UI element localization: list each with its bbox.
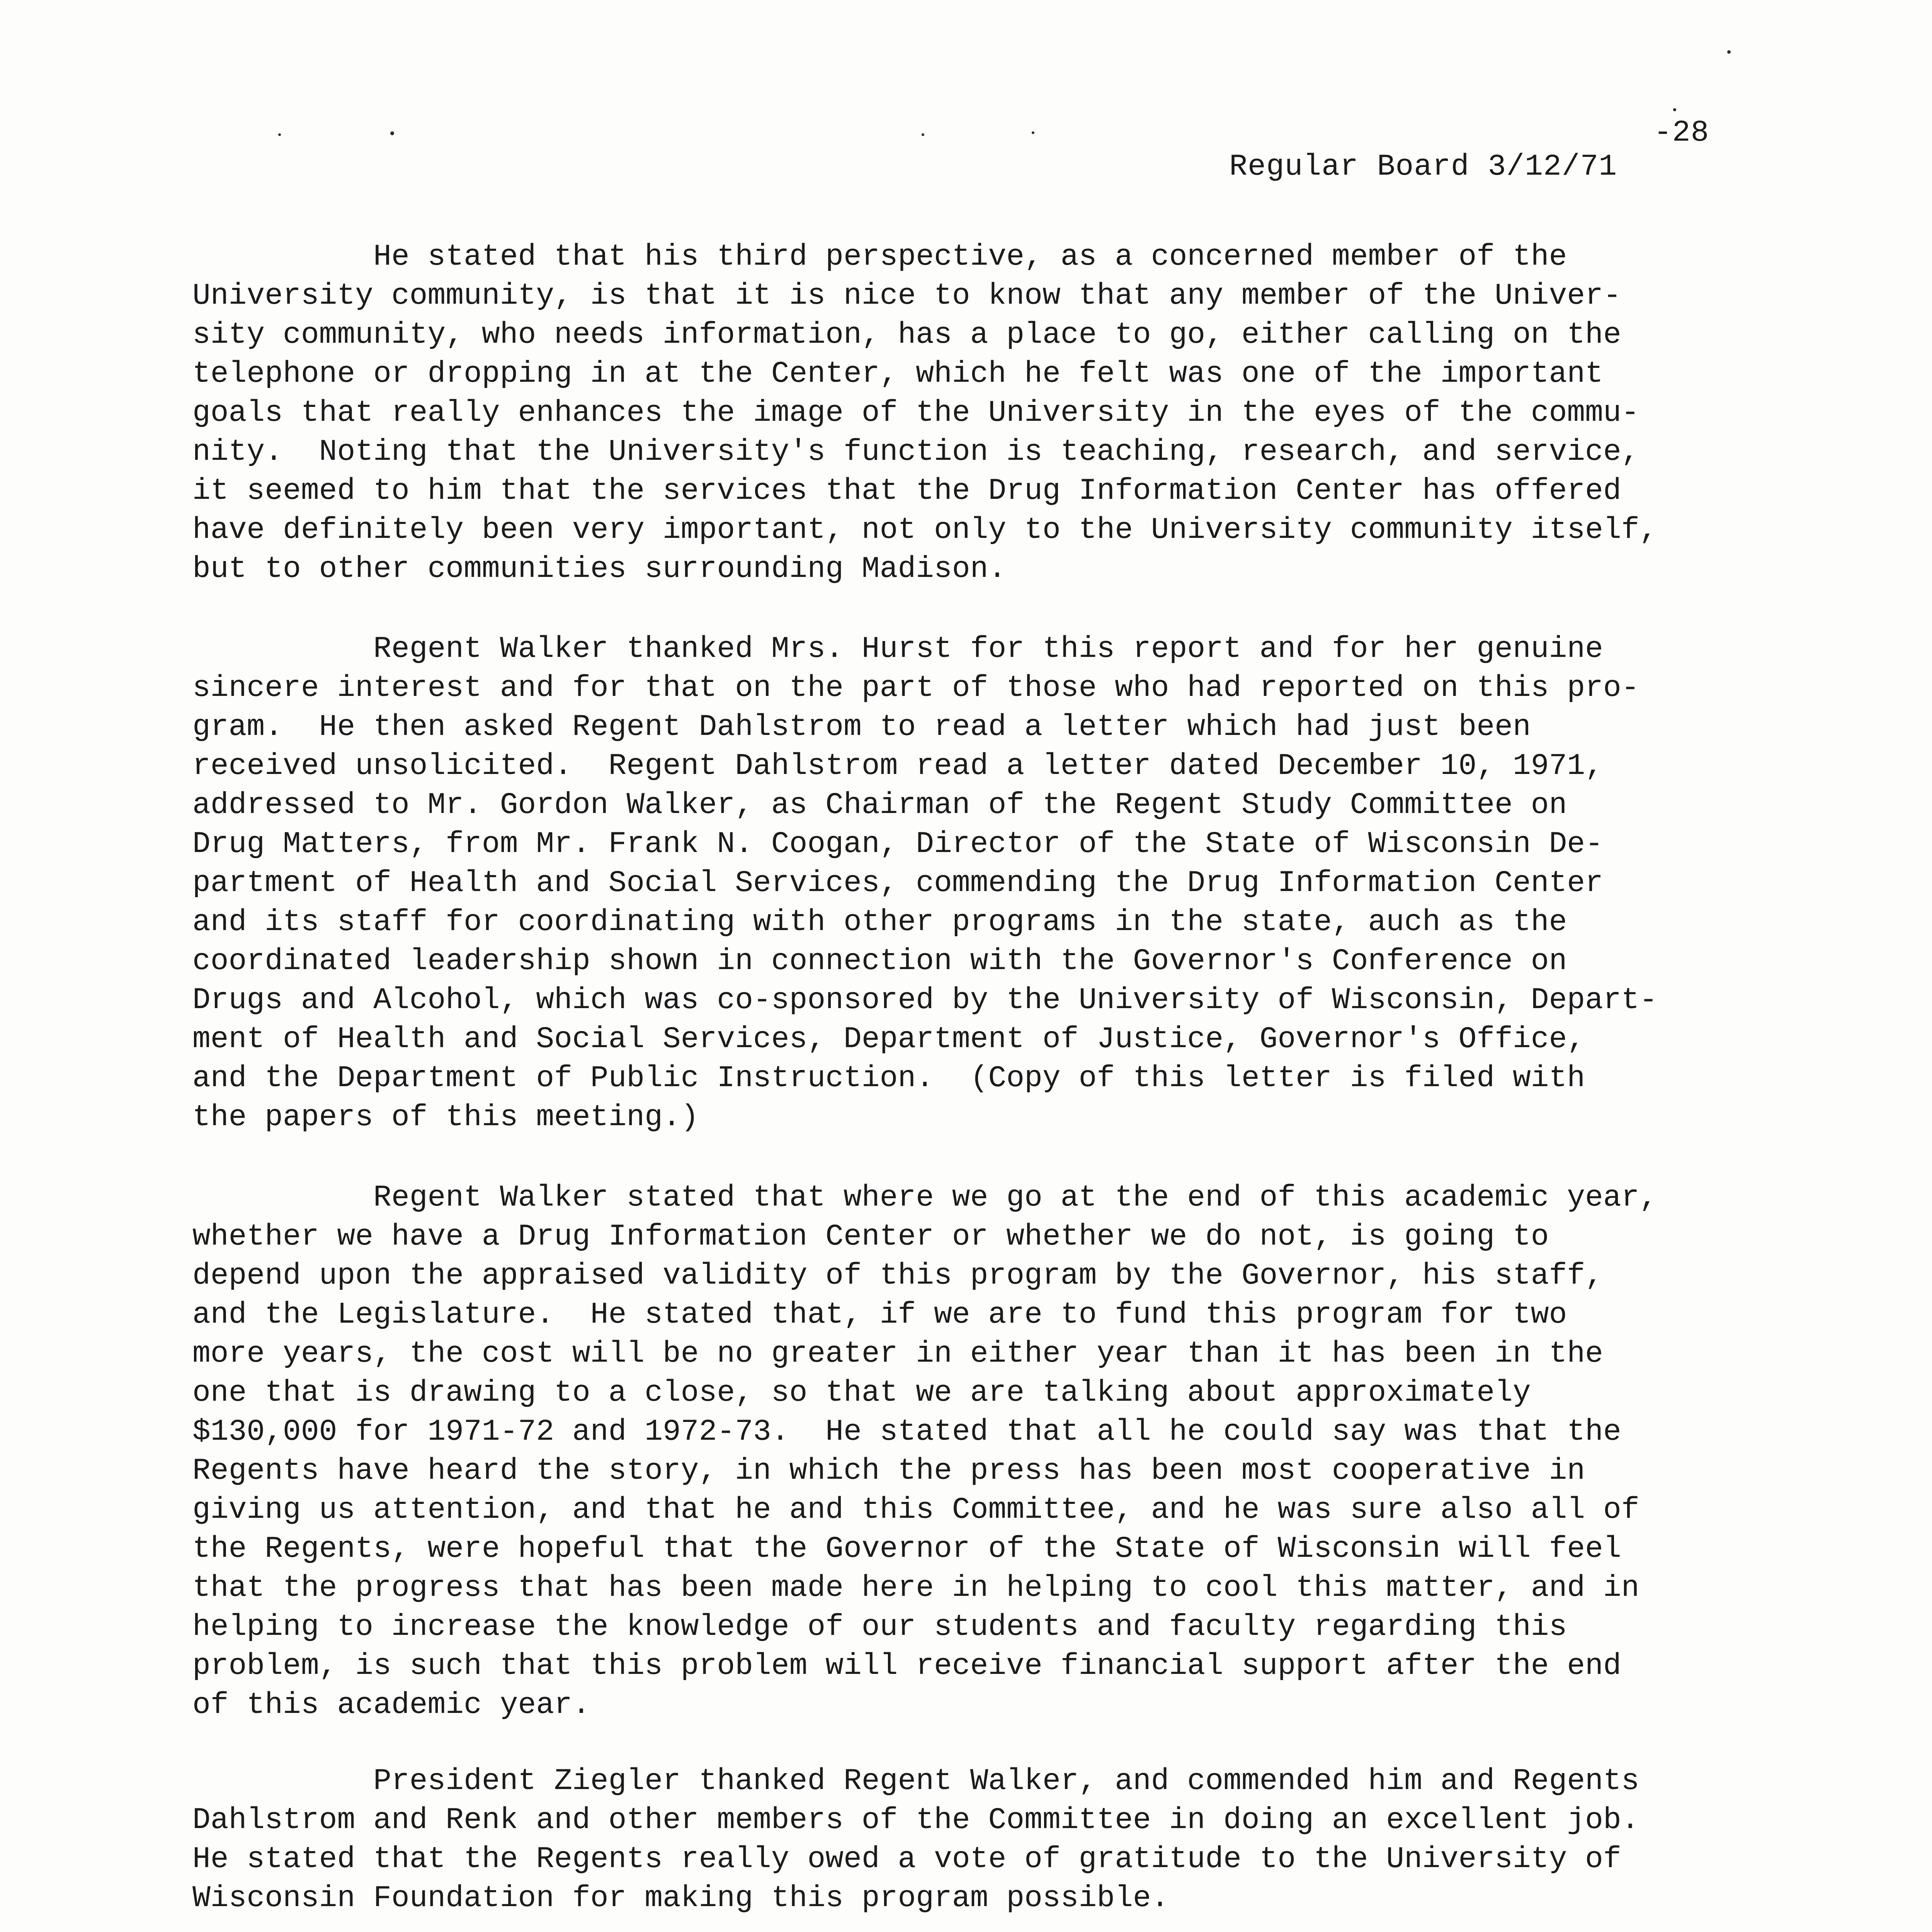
header-page-ref: -28 (1654, 116, 1709, 150)
scan-speck (1673, 108, 1676, 111)
paragraph-president-ziegler: President Ziegler thanked Regent Walker, and commended him and Regents Dahlstrom and Renk and other members of the Committee in doing an excellent job. He stated that the Regents really owed a vote of gratitude to the University of Wisconsin Foundation for making this program possible. (192, 1764, 1639, 1915)
scan-speck (922, 133, 924, 136)
page-header (1155, 116, 1709, 252)
scan-speck (278, 133, 281, 136)
header-title: Regular Board 3/12/71 (1229, 150, 1617, 184)
scan-speck (1032, 131, 1034, 134)
paragraph-regent-walker-thanks: Regent Walker thanked Mrs. Hurst for this report and for her genuine sincere interest and for that on the part of those who had reported on this pro- gram. He then asked Regent Dahlstrom to read a letter which had just been received unsolicited. Regent Dahlstrom read a letter dated December 10, 1971, addressed to Mr. Gordon Walker, as Chairman of the Regent Study Committee on Drug Matters, from Mr. Frank N. Coogan, Director of the State of Wisconsin De- partment of Health and Social Services, commending the Drug Information Center and its staff for coordinating with other programs in the state, auch as the coordinated leadership shown in connection with the Governor's Conference on Drugs and Alcohol, which was co-sponsored by the University of Wisconsin, Depart- ment of Health and Social Services, Department of Justice, Governor's Office, and the Department of Public Instruction. (Copy of this letter is filed with the papers of this meeting.) (192, 632, 1658, 1134)
scan-speck (1727, 50, 1731, 54)
scan-speck (390, 131, 394, 135)
paragraph-academic-year-funding: Regent Walker stated that where we go at the end of this academic year, whether we have a Drug Information Center or whether we do not, is going to depend upon the appraised validity of this program by the Governor, his staff, and the Legislature. He stated that, if we are to fund this program for two more years, the cost will be no greater in either year than it has been in the one that is drawing to a close, so that we are talking about approximately $130,000 for 1971-72 and 1972-73. He stated that all he could say was that the Regents have heard the story, in which the press has been most cooperative in giving us attention, and that he and this Committee, and he was sure also all of the Regents, were hopeful that the Governor of the State of Wisconsin will feel that the progress that has been made here in helping to cool this matter, and in helping to increase the knowledge of our students and faculty regarding this problem, is such that this problem will receive financial support after the end of this academic year. (192, 1181, 1658, 1722)
paragraph-third-perspective: He stated that his third perspective, as a concerned member of the University community, is that it is nice to know that any member of the Univer- sity community, who needs information, has a place to go, either calling on the telephone or dropping in at the Center, which he felt was one of the important goals that really enhances the image of the University in the eyes of the commu- nity. Noting that the University's function is teaching, research, and service, it seemed to him that the services that the Drug Information Center has offered have definitely been very important, not only to the University community itself, but to other communities surrounding Madison. (192, 240, 1658, 586)
